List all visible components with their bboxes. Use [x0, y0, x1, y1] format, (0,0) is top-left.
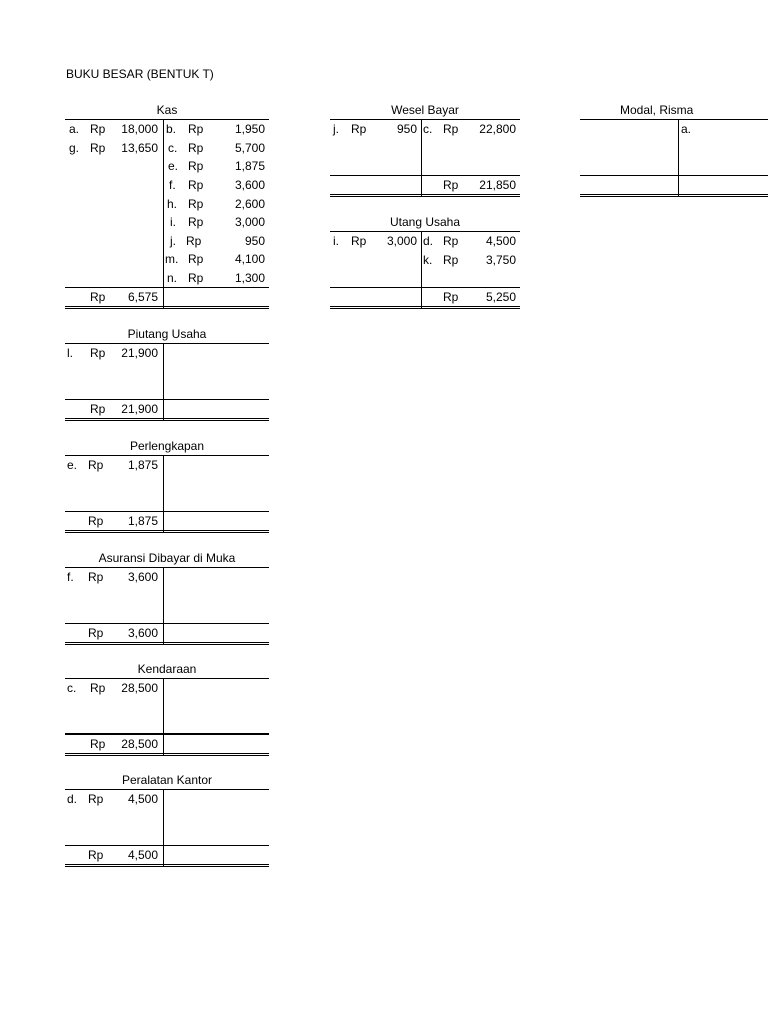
debit-amount: 28,500 [121, 681, 158, 695]
currency-label: Rp [88, 848, 104, 862]
currency-label: Rp [188, 178, 204, 192]
debit-amount: 3,000 [386, 234, 417, 248]
currency-label: Rp [443, 253, 459, 267]
currency-label: Rp [188, 197, 204, 211]
currency-label: Rp [88, 514, 104, 528]
currency-label: Rp [90, 290, 106, 304]
credit-ref: f. [169, 178, 176, 192]
credit-ref: d. [423, 234, 434, 248]
t-account-utang-usaha [330, 213, 520, 313]
currency-label: Rp [88, 792, 104, 806]
debit-amount: 950 [396, 122, 417, 136]
credit-amount: 3,600 [234, 178, 265, 192]
credit-amount: 1,950 [234, 122, 265, 136]
currency-label: Rp [188, 215, 204, 229]
debit-ref: l. [67, 346, 73, 360]
t-account-asuransi-dibayar-di-muka [65, 549, 269, 649]
account-title: Modal, Risma [620, 103, 694, 117]
debit-ref: d. [67, 792, 78, 806]
currency-label: Rp [90, 346, 106, 360]
currency-label: Rp [188, 252, 204, 266]
account-title: Wesel Bayar [391, 103, 459, 117]
credit-ref: i. [170, 215, 176, 229]
credit-amount: 1,300 [234, 271, 265, 285]
t-account-kendaraan [65, 660, 269, 760]
account-title: Kendaraan [137, 662, 197, 676]
page-title: BUKU BESAR (BENTUK T) [66, 67, 214, 81]
debit-amount: 1,875 [127, 458, 158, 472]
debit-ref: e. [67, 458, 78, 472]
balance-amount: 1,875 [127, 514, 158, 528]
debit-amount: 3,600 [127, 570, 158, 584]
credit-ref: j. [170, 234, 176, 248]
account-title: Kas [156, 103, 178, 117]
debit-amount: 21,900 [121, 346, 158, 360]
account-title: Peralatan Kantor [121, 773, 213, 787]
account-title: Piutang Usaha [127, 327, 207, 341]
t-account-modal-risma [580, 101, 768, 201]
credit-ref: k. [423, 253, 433, 267]
currency-label: Rp [90, 681, 106, 695]
credit-ref: e. [168, 159, 179, 173]
debit-ref: j. [333, 122, 339, 136]
account-title: Perlengkapan [129, 439, 205, 453]
currency-label: Rp [90, 141, 106, 155]
currency-label: Rp [188, 141, 204, 155]
currency-label: Rp [90, 402, 106, 416]
debit-ref: f. [67, 570, 74, 584]
credit-amount: 4,500 [485, 234, 516, 248]
balance-amount: 5,250 [485, 290, 516, 304]
currency-label: Rp [351, 122, 367, 136]
credit-amount: 3,750 [485, 253, 516, 267]
currency-label: Rp [90, 737, 106, 751]
debit-amount: 13,650 [121, 141, 158, 155]
debit-amount: 4,500 [127, 792, 158, 806]
credit-amount: 22,800 [479, 122, 516, 136]
debit-amount: 18,000 [121, 122, 158, 136]
balance-amount: 28,500 [121, 737, 158, 751]
credit-amount: 950 [244, 234, 265, 248]
currency-label: Rp [443, 234, 459, 248]
debit-ref: i. [333, 234, 339, 248]
balance-amount: 3,600 [127, 626, 158, 640]
credit-ref: h. [167, 197, 178, 211]
currency-label: Rp [186, 234, 202, 248]
account-title: Utang Usaha [389, 215, 461, 229]
credit-amount: 4,100 [234, 252, 265, 266]
debit-ref: g. [69, 141, 80, 155]
credit-ref: c. [423, 122, 433, 136]
balance-amount: 21,900 [121, 402, 158, 416]
credit-ref: n. [167, 271, 178, 285]
currency-label: Rp [88, 458, 104, 472]
currency-label: Rp [443, 122, 459, 136]
credit-amount: 2,600 [234, 197, 265, 211]
currency-label: Rp [90, 122, 106, 136]
credit-ref: b. [166, 122, 177, 136]
currency-label: Rp [443, 290, 459, 304]
currency-label: Rp [188, 122, 204, 136]
account-title: Asuransi Dibayar di Muka [98, 551, 236, 565]
balance-amount: 21,850 [479, 178, 516, 192]
currency-label: Rp [351, 234, 367, 248]
credit-ref: c. [168, 141, 178, 155]
currency-label: Rp [188, 271, 204, 285]
currency-label: Rp [443, 178, 459, 192]
t-account-piutang-usaha [65, 325, 269, 425]
t-account-peralatan-kantor [65, 771, 269, 871]
t-account-wesel-bayar [330, 101, 520, 201]
debit-ref: a. [69, 122, 80, 136]
credit-ref: a. [681, 122, 692, 136]
credit-amount: 3,000 [234, 215, 265, 229]
balance-amount: 4,500 [127, 848, 158, 862]
balance-amount: 6,575 [127, 290, 158, 304]
t-account-perlengkapan [65, 437, 269, 537]
credit-amount: 5,700 [234, 141, 265, 155]
currency-label: Rp [88, 626, 104, 640]
currency-label: Rp [88, 570, 104, 584]
debit-ref: c. [67, 681, 77, 695]
t-account-kas [65, 101, 269, 311]
credit-amount: 1,875 [234, 159, 265, 173]
currency-label: Rp [188, 159, 204, 173]
credit-ref: m. [165, 252, 179, 266]
